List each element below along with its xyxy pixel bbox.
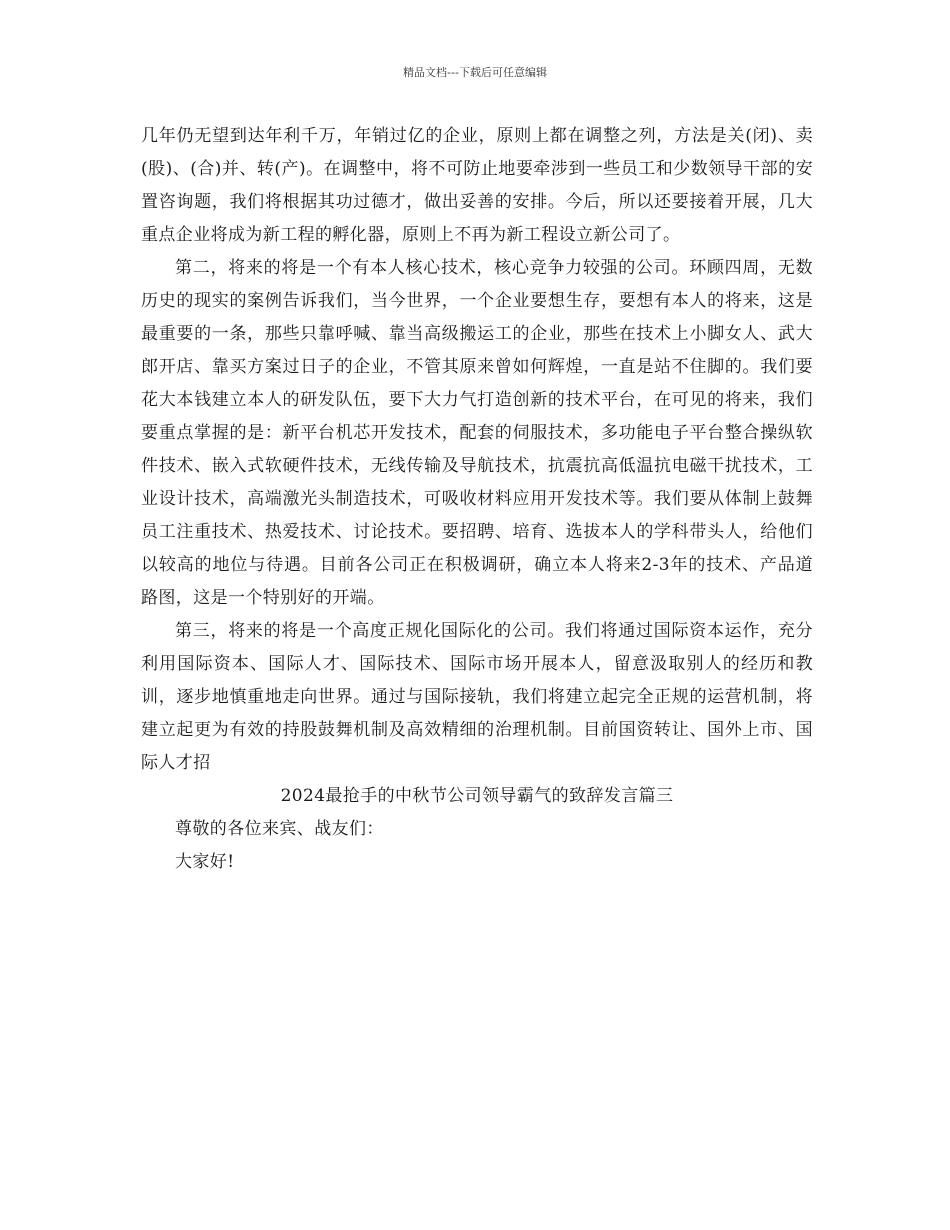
document-body [141,120,813,879]
section-title: 2024最抢手的中秋节公司领导霸气的致辞发言篇三 [280,786,674,806]
paragraph-second: 第二，将来的将是一个有本人核心技术，核心竞争力较强的公司。环顾四周，无数历史的现实的案例告诉我们，当今世界，一个企业要想生存，要想有本人的将来，这是最重要的一条，那些只靠呼喊、靠当高级搬运工的企业，那些在技术上小脚女人、武大郎开店、靠买方案过日子的企业，不管其原来曾如何辉煌，一直是站不住脚的。我们要花大本钱建立本人的研发队伍，要下大力气打造创新的技术平台，在可见的将来，我们要重点掌握的是：新平台机芯开发技术，配套的伺服技术，多功能电子平台整合操纵软件技术、嵌入式软硬件技术，无线传输及导航技术，抗震抗高低温抗电磁干扰技术，工业设计技术，高端激光头制造技术，可吸收材料应用开发技术等。我们要从体制上鼓舞员工注重技术、热爱技术、讨论技术。要招聘、培育、选拔本人的学科带头人，给他们以较高的地位与待遇。目前各公司正在积极调研，确立本人将来2-3年的技术、产品道路图，这是一个特别好的开端。 [141,258,813,608]
paragraph-continued: 几年仍无望到达年利千万，年销过亿的企业，原则上都在调整之列，方法是关(闭)、卖(股)、(合)并、转(产)。在调整中，将不可防止地要牵涉到一些员工和少数领导干部的安置咨询题，我们将根据其功过德才，做出妥善的安排。今后，所以还要接着开展，几大重点企业将成为新工程的孵化器，原则上不再为新工程设立新公司了。 [141,126,813,245]
greeting: 大家好! [175,852,235,872]
paragraph-third: 第三，将来的将是一个高度正规化国际化的公司。我们将通过国际资本运作，充分利用国际资本、国际人才、国际技术、国际市场开展本人，留意汲取别人的经历和教训，逐步地慎重地走向世界。通过与国际接轨，我们将建立起完全正规的运营机制，将建立起更为有效的持股鼓舞机制及高效精细的治理机制。目前国资转让、国外上市、国际人才招 [141,621,813,773]
salutation: 尊敬的各位来宾、战友们： [175,819,384,839]
page-header: 精品文档---下载后可任意编辑 [403,66,547,79]
